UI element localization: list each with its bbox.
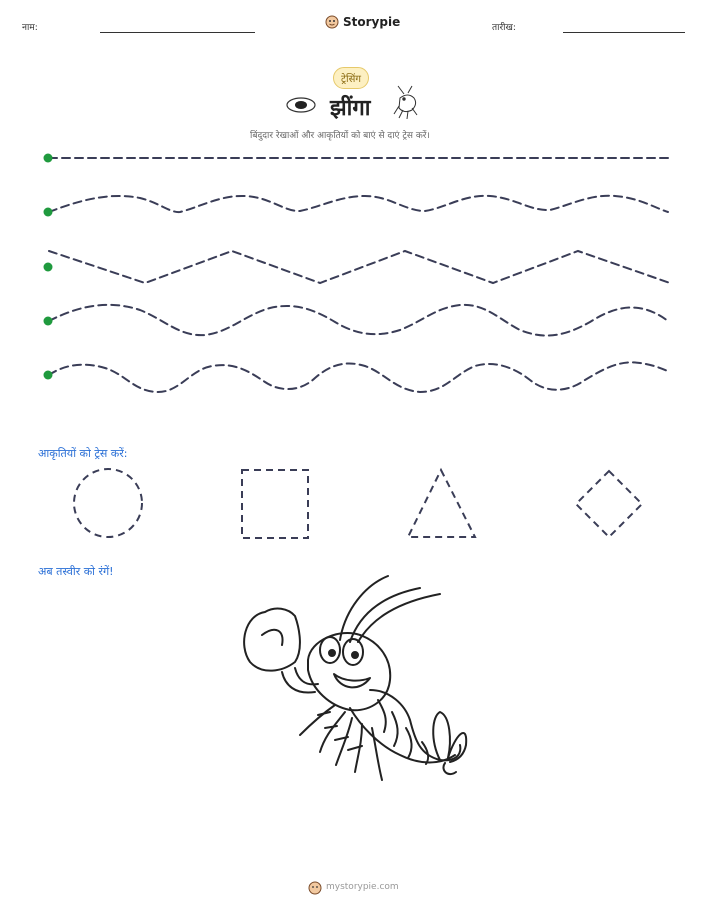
brand-name: Storypie (343, 15, 401, 29)
start-dot (44, 154, 53, 163)
trace-line-zigzag (49, 251, 670, 283)
shrimp-small-icon (394, 86, 417, 119)
trace-line-wave-3 (49, 362, 670, 392)
start-dots (44, 154, 53, 380)
page-title: झींगा (330, 96, 371, 121)
tracing-lines[interactable] (49, 158, 670, 392)
instruction-text: बिंदुदार रेखाओं और आकृतियों को बाएं से दाएं ट्रेस करें। (250, 131, 430, 141)
trace-triangle (408, 470, 475, 537)
footer-logo-icon (309, 882, 321, 894)
trace-line-wave-2 (49, 305, 668, 336)
trace-line-wave-1 (49, 196, 668, 212)
trace-diamond (576, 471, 642, 537)
start-dot (44, 208, 53, 217)
start-dot (44, 263, 53, 272)
eye-icon (287, 98, 315, 112)
footer-site[interactable]: mystorypie.com (326, 882, 399, 892)
shrimp-illustration (244, 576, 466, 780)
tracing-badge: ट्रेसिंग (333, 67, 369, 89)
color-section-label: अब तस्वीर को रंगें! (38, 565, 114, 578)
start-dot (44, 371, 53, 380)
trace-circle (74, 469, 142, 537)
trace-shapes[interactable] (74, 469, 642, 538)
start-dot (44, 317, 53, 326)
trace-square (242, 470, 308, 538)
date-label: तारीख: (492, 23, 516, 33)
shapes-section-label: आकृतियों को ट्रेस करें: (38, 447, 128, 460)
name-label: नाम: (22, 23, 38, 33)
